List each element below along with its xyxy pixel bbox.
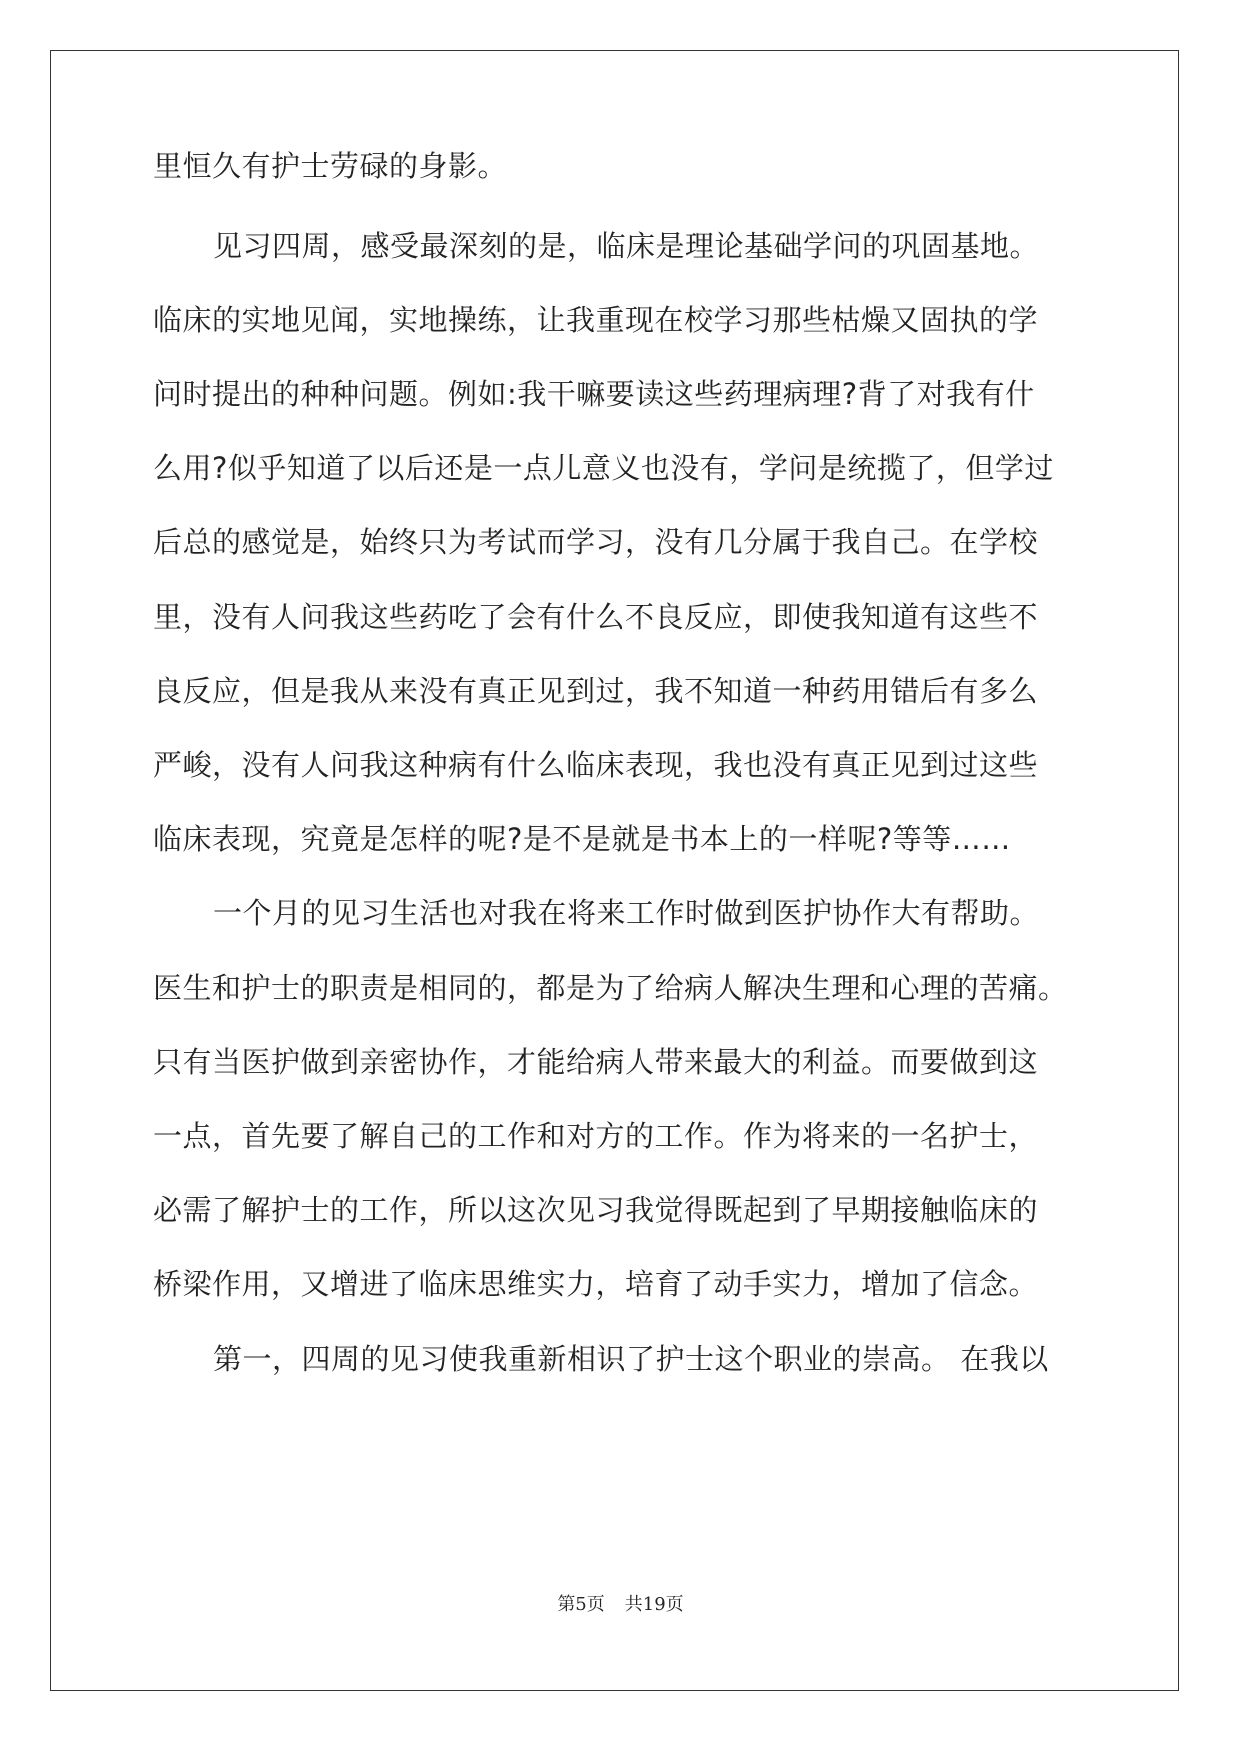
text-line: 问时提出的种种问题。例如:我干嘛要读这些药理病理?背了对我有什 (153, 377, 1035, 411)
page-number: 第5页 (557, 1594, 605, 1615)
paragraph-first-line: 见习四周，感受最深刻的是，临床是理论基础学问的巩固基地。 (213, 229, 1040, 263)
text-line: 桥梁作用，又增进了临床思维实力，培育了动手实力，增加了信念。 (153, 1267, 1039, 1301)
text-line: 医生和护士的职责是相同的，都是为了给病人解决生理和心理的苦痛。 (153, 971, 1068, 1005)
text-line: 临床表现，究竟是怎样的呢?是不是就是书本上的一样呢?等等…… (153, 822, 1011, 856)
page-border (50, 50, 1179, 1691)
text-line: 严峻，没有人问我这种病有什么临床表现，我也没有真正见到过这些 (153, 748, 1039, 782)
text-line: 么用?似乎知道了以后还是一点儿意义也没有，学问是统揽了，但学过 (153, 451, 1054, 485)
text-line: 良反应，但是我从来没有真正见到过，我不知道一种药用错后有多么 (153, 674, 1039, 708)
text-line: 只有当医护做到亲密协作，才能给病人带来最大的利益。而要做到这 (153, 1045, 1039, 1079)
text-line: 后总的感觉是，始终只为考试而学习，没有几分属于我自己。在学校 (153, 525, 1039, 559)
text-line: 一点，首先要了解自己的工作和对方的工作。作为将来的一名护士， (153, 1119, 1039, 1153)
text-line: 必需了解护士的工作，所以这次见习我觉得既起到了早期接触临床的 (153, 1193, 1039, 1227)
paragraph-first-line: 第一，四周的见习使我重新相识了护士这个职业的崇高。 在我以 (213, 1342, 1049, 1376)
paragraph-first-line: 一个月的见习生活也对我在将来工作时做到医护协作大有帮助。 (213, 896, 1040, 930)
text-line: 里恒久有护士劳碌的身影。 (153, 149, 508, 183)
text-line: 里，没有人问我这些药吃了会有什么不良反应，即使我知道有这些不 (153, 600, 1039, 634)
page-total: 共19页 (624, 1594, 684, 1615)
text-line: 临床的实地见闻，实地操练，让我重现在校学习那些枯燥又固执的学 (153, 303, 1039, 337)
page-footer (0, 1593, 1241, 1617)
